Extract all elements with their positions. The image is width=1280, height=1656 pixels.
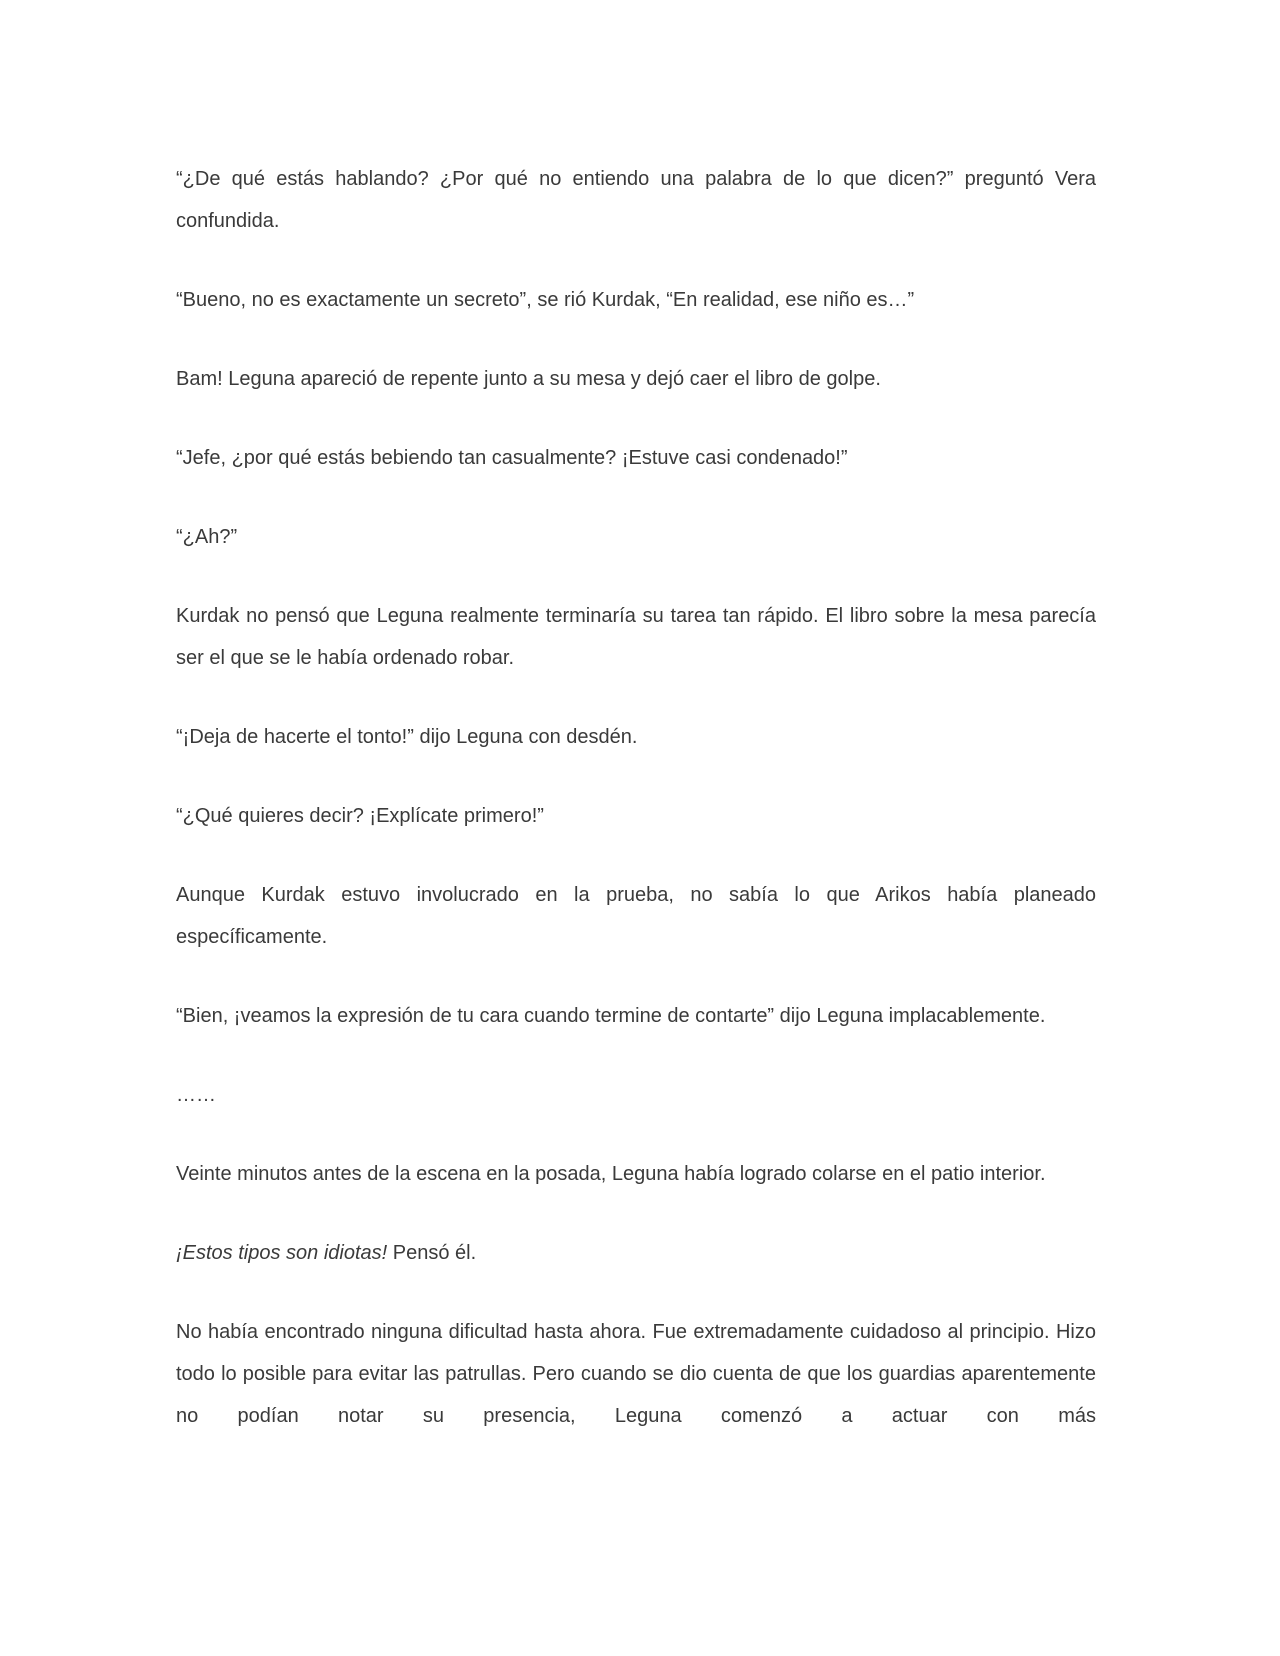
document-page bbox=[176, 158, 1096, 1474]
paragraph-no-habia: No había encontrado ninguna dificultad hasta ahora. Fue extremadamente cuidadoso al principio. Hizo todo lo posible para evitar las patrullas. Pero cuando se dio cuenta de que los guardias aparentemente no podían notar su presencia, Leguna comenzó a actuar con más bbox=[176, 1321, 1096, 1427]
paragraph-bam: Bam! Leguna apareció de repente junto a su mesa y dejó caer el libro de golpe. bbox=[176, 368, 881, 390]
thought-italic: ¡Estos tipos son idiotas! bbox=[176, 1242, 388, 1264]
paragraph-jefe: “Jefe, ¿por qué estás bebiendo tan casualmente? ¡Estuve casi condenado!” bbox=[176, 447, 848, 469]
paragraph-ah: “¿Ah?” bbox=[176, 526, 238, 548]
paragraph-deja: “¡Deja de hacerte el tonto!” dijo Leguna con desdén. bbox=[176, 726, 638, 748]
paragraph-bien: “Bien, ¡veamos la expresión de tu cara cuando termine de contarte” dijo Leguna implacablemente. bbox=[176, 1005, 1046, 1027]
paragraph-que-quieres: “¿Qué quieres decir? ¡Explícate primero!” bbox=[176, 805, 544, 827]
paragraph-aunque: Aunque Kurdak estuvo involucrado en la prueba, no sabía lo que Arikos había planeado específicamente. bbox=[176, 884, 1096, 948]
paragraph-kurdak-secret: “Bueno, no es exactamente un secreto”, se rió Kurdak, “En realidad, ese niño es…” bbox=[176, 289, 915, 311]
paragraph-kurdak-thought: Kurdak no pensó que Leguna realmente terminaría su tarea tan rápido. El libro sobre la mesa parecía ser el que se le había ordenado robar. bbox=[176, 605, 1096, 669]
paragraph-vera-question: “¿De qué estás hablando? ¿Por qué no entiendo una palabra de lo que dicen?” preguntó Vera confundida. bbox=[176, 168, 1096, 232]
paragraph-thought bbox=[176, 1232, 1096, 1274]
thought-tail: Pensó él. bbox=[387, 1242, 477, 1264]
paragraph-veinte-minutos: Veinte minutos antes de la escena en la posada, Leguna había logrado colarse en el patio interior. bbox=[176, 1163, 1046, 1185]
scene-break: …… bbox=[176, 1084, 216, 1106]
